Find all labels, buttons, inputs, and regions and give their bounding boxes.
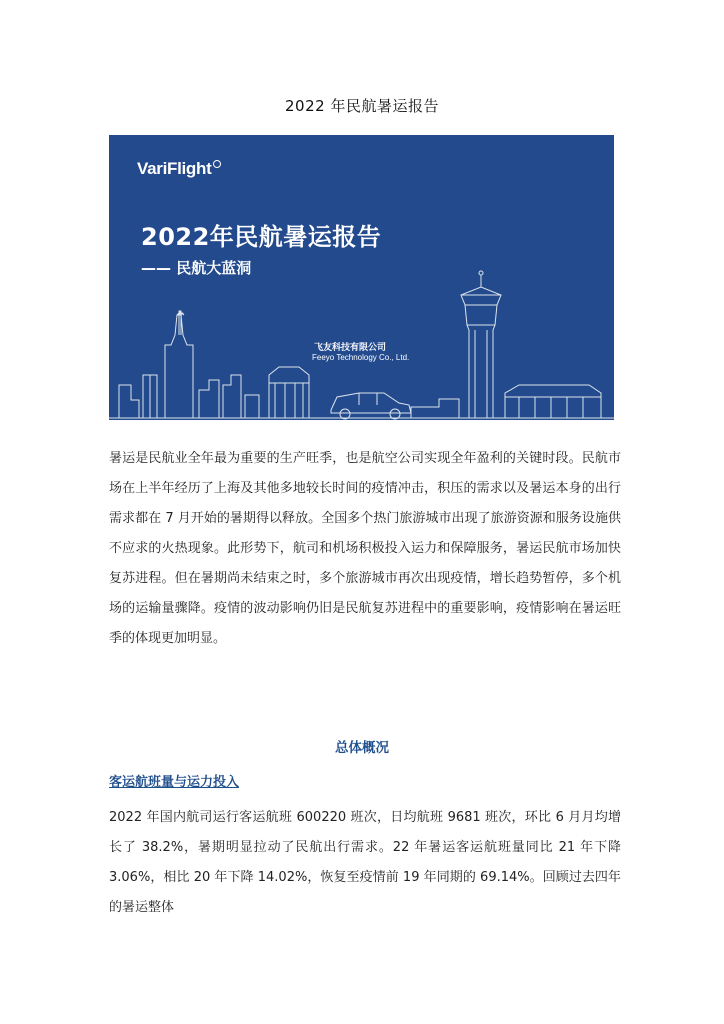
intro-paragraph: 暑运是民航业全年最为重要的生产旺季，也是航空公司实现全年盈利的关键时段。民航市场在上半年经历了上海及其他多地较长时间的疫情冲击，积压的需求以及暑运本身的出行需求都在 7 月开始的暑期得以释放。全国多个热门旅游城市出现了旅游资源和服务设施供不应求的火热现象。此形势下，航司和机场积极投入运力和保障服务，暑运民航市场加快复苏进程。但在暑期尚未结束之时，多个旅游城市再次出现疫情，增长趋势暂停，多个机场的运输量骤降。疫情的波动影响仍旧是民航复苏进程中的重要影响，疫情影响在暑运旺季的体现更加明显。 [109,451,621,646]
section-heading: 总体概况 [335,740,389,756]
company-name-en: Feeyo Technology Co., Ltd. [312,353,410,362]
brand-mark-icon [213,160,221,168]
section-subheading: 客运航班量与运力投入 [109,775,240,790]
company-name-cn: 飞友科技有限公司 [314,343,387,353]
brand-logo [137,159,221,179]
banner-subtitle: —— 民航大蓝洞 [141,259,252,277]
document-title: 2022 年民航暑运报告 [285,97,439,115]
banner-title: 2022年民航暑运报告 [141,223,382,251]
cover-banner [109,135,614,420]
brand-name: VariFlight [137,159,212,178]
section-paragraph: 2022 年国内航司运行客运航班 600220 班次，日均航班 9681 班次，环比 6 月月均增长了 38.2%，暑期明显拉动了民航出行需求。22 年暑运客运航班量同比 21 年下降 3.06%，相比 20 年下降 14.02%，恢复至疫情前 19 年同期的 69.14%。回顾过去四年的暑运整体 [109,810,621,915]
